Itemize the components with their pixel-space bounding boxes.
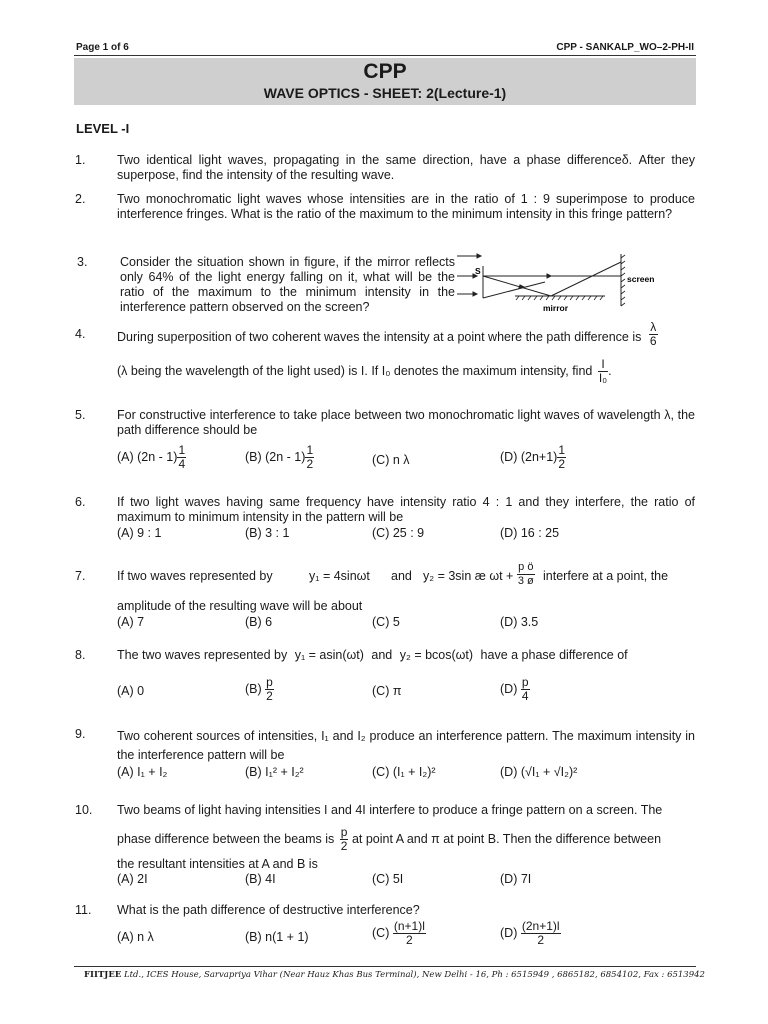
question-text-continued: phase difference between the beams is: [117, 831, 335, 846]
screen-label: screen: [627, 274, 655, 284]
question-text-end: interfere at a point, the: [543, 569, 669, 583]
question-2: [75, 192, 695, 222]
conjunction: and: [391, 569, 412, 583]
option-c: (C) π: [372, 684, 402, 698]
option-a: (A) 2I: [117, 872, 148, 886]
fraction-denominator: 2: [340, 839, 348, 853]
mirror-label: mirror: [543, 303, 569, 313]
option-a: (A) n λ: [117, 930, 154, 944]
question-text: Two monochromatic light waves whose intensities are in the ratio of 1 : 9 superimpose to produce interference fringes. What is the ratio of the maximum to the minimum intensity in this fringe pattern?: [117, 192, 695, 221]
question-text-continued: amplitude of the resulting wave will be about: [117, 599, 363, 613]
question-11: [75, 903, 695, 918]
option-c: (C) 5: [372, 615, 400, 629]
footer-address: [84, 970, 705, 980]
option-d: (D) $\frac{p}{4}$: [500, 675, 529, 703]
fraction-numerator: I: [598, 358, 608, 372]
fraction-denominator: I₀: [598, 371, 608, 385]
option-b: (B) 3 : 1: [245, 526, 290, 540]
header-divider: [74, 55, 696, 56]
wave-equation-2: y₂ = bcos(ωt): [399, 648, 474, 662]
level-heading: LEVEL -I: [76, 121, 130, 136]
source-label: S: [475, 266, 481, 276]
mirror-screen-diagram: [455, 252, 675, 314]
option-b: (B) 6: [245, 615, 273, 629]
option-b: (B) n(1 + 1): [245, 930, 309, 944]
option-a: (A) 9 : 1: [117, 526, 162, 540]
question-number: 3.: [77, 255, 88, 269]
option-a: (A) (2n - 1) $\frac{1}{4}$: [117, 443, 186, 471]
question-text-end: have a phase difference of: [480, 648, 628, 662]
question-4: [75, 320, 695, 385]
option-a: (A) I₁ + I₂: [117, 765, 168, 779]
option-b: (B) (2n - 1) $\frac{1}{2}$: [245, 443, 314, 471]
footer-text: Ltd., ICES House, Sarvapriya Vihar (Near Hauz Khas Bus Terminal), New Delhi - 16, Ph : 6515949 , 6865182, 6854102, Fax : 6513942: [124, 970, 705, 980]
question-number: 5.: [75, 408, 86, 422]
option-d: (D) 3.5: [500, 615, 539, 629]
option-c: (C) $\frac{(n+1)l}{2}$: [372, 919, 425, 947]
option-b: (B) I₁² + I₂²: [245, 765, 304, 779]
option-d: (D) (2n+1) $\frac{1}{2}$: [500, 443, 565, 471]
question-6: [75, 495, 695, 525]
option-c: (C) 5I: [372, 872, 404, 886]
question-number: 4.: [75, 327, 86, 341]
question-number: 2.: [75, 192, 86, 206]
period: .: [608, 363, 612, 378]
option-d: (D) 16 : 25: [500, 526, 560, 540]
wave-equation-2: y₂ = 3sin æ ωt + $\frac{\text{p ö}}{3 ø}$: [423, 561, 534, 587]
question-number: 6.: [75, 495, 86, 509]
option-a: (A) 0: [117, 684, 145, 698]
banner-title: CPP: [363, 60, 407, 83]
question-text-continued: (λ being the wavelength of the light used) is I. If I₀ denotes the maximum intensity, find: [117, 363, 593, 378]
question-text-continued-2: at point A and π at point B. Then the difference between: [351, 831, 662, 846]
question-text: If two waves represented by: [117, 569, 273, 583]
option-b: (B) $\frac{p}{2}$: [245, 675, 273, 703]
question-text-continued-3: the resultant intensities at A and B is: [117, 857, 318, 871]
wave-equation-1: y₁ = 4sinωt: [309, 569, 370, 583]
question-1: [75, 153, 695, 183]
question-text: The two waves represented by: [117, 648, 288, 662]
fraction-numerator: λ: [650, 320, 657, 334]
question-3: [75, 255, 455, 315]
document-code: CPP - SANKALP_WO–2-PH-II: [556, 42, 694, 53]
title-banner: [74, 58, 696, 105]
footer-brand: FIITJEE: [84, 970, 122, 980]
question-number: 1.: [75, 153, 86, 167]
question-number: 8.: [75, 648, 86, 662]
question-number: 7.: [75, 569, 86, 583]
question-text: Two identical light waves, propagating in the same direction, have a phase differenceδ. After they superpose, find the intensity of the resulting wave.: [117, 153, 695, 182]
question-text: For constructive interference to take place between two monochromatic light waves of wavelength λ, the path difference should be: [117, 408, 695, 437]
question-8: [75, 648, 695, 663]
question-number: 11.: [75, 903, 92, 917]
question-5: [75, 408, 695, 438]
option-c: (C) 25 : 9: [372, 526, 425, 540]
option-d: (D) (√I₁ + √I₂)²: [500, 765, 578, 779]
option-c: (C) n λ: [372, 453, 410, 467]
question-text: Two beams of light having intensities I and 4I interfere to produce a fringe pattern on a screen. The: [117, 803, 663, 817]
question-number: 10.: [75, 803, 93, 817]
conjunction: and: [371, 648, 393, 662]
footer-divider: [74, 966, 696, 967]
question-7: [75, 561, 695, 614]
option-a: (A) 7: [117, 615, 145, 629]
question-number: 9.: [75, 727, 86, 741]
fraction-numerator: p: [340, 825, 348, 839]
option-b: (B) 4I: [245, 872, 276, 886]
question-text: Two coherent sources of intensities, I₁ and I₂ produce an interference pattern. The maximum intensity in the interference pattern will be: [117, 729, 695, 762]
wave-equation-1: y₁ = asin(ωt): [294, 648, 364, 662]
page-number: Page 1 of 6: [76, 42, 129, 53]
option-d: (D) 7I: [500, 872, 532, 886]
question-9: [75, 727, 695, 765]
question-10: [75, 803, 695, 872]
fraction-denominator: 6: [649, 334, 657, 348]
option-d: (D) $\frac{(2n+1)l}{2}$: [500, 919, 560, 947]
question-text: What is the path difference of destructive interference?: [117, 903, 420, 917]
question-text: During superposition of two coherent waves the intensity at a point where the path difference is: [117, 329, 642, 344]
option-c: (C) (I₁ + I₂)²: [372, 765, 436, 779]
banner-subtitle: WAVE OPTICS - SHEET: 2(Lecture-1): [263, 85, 507, 101]
question-text: If two light waves having same frequency have intensity ratio 4 : 1 and they interfere, the ratio of maximum to minimum intensity in the pattern will be: [117, 495, 695, 524]
question-text: Consider the situation shown in figure, if the mirror reflects only 64% of the light energy falling on it, what will be the ratio of the maximum to the minimum intensity in the interference pattern observed on the screen?: [120, 255, 455, 314]
